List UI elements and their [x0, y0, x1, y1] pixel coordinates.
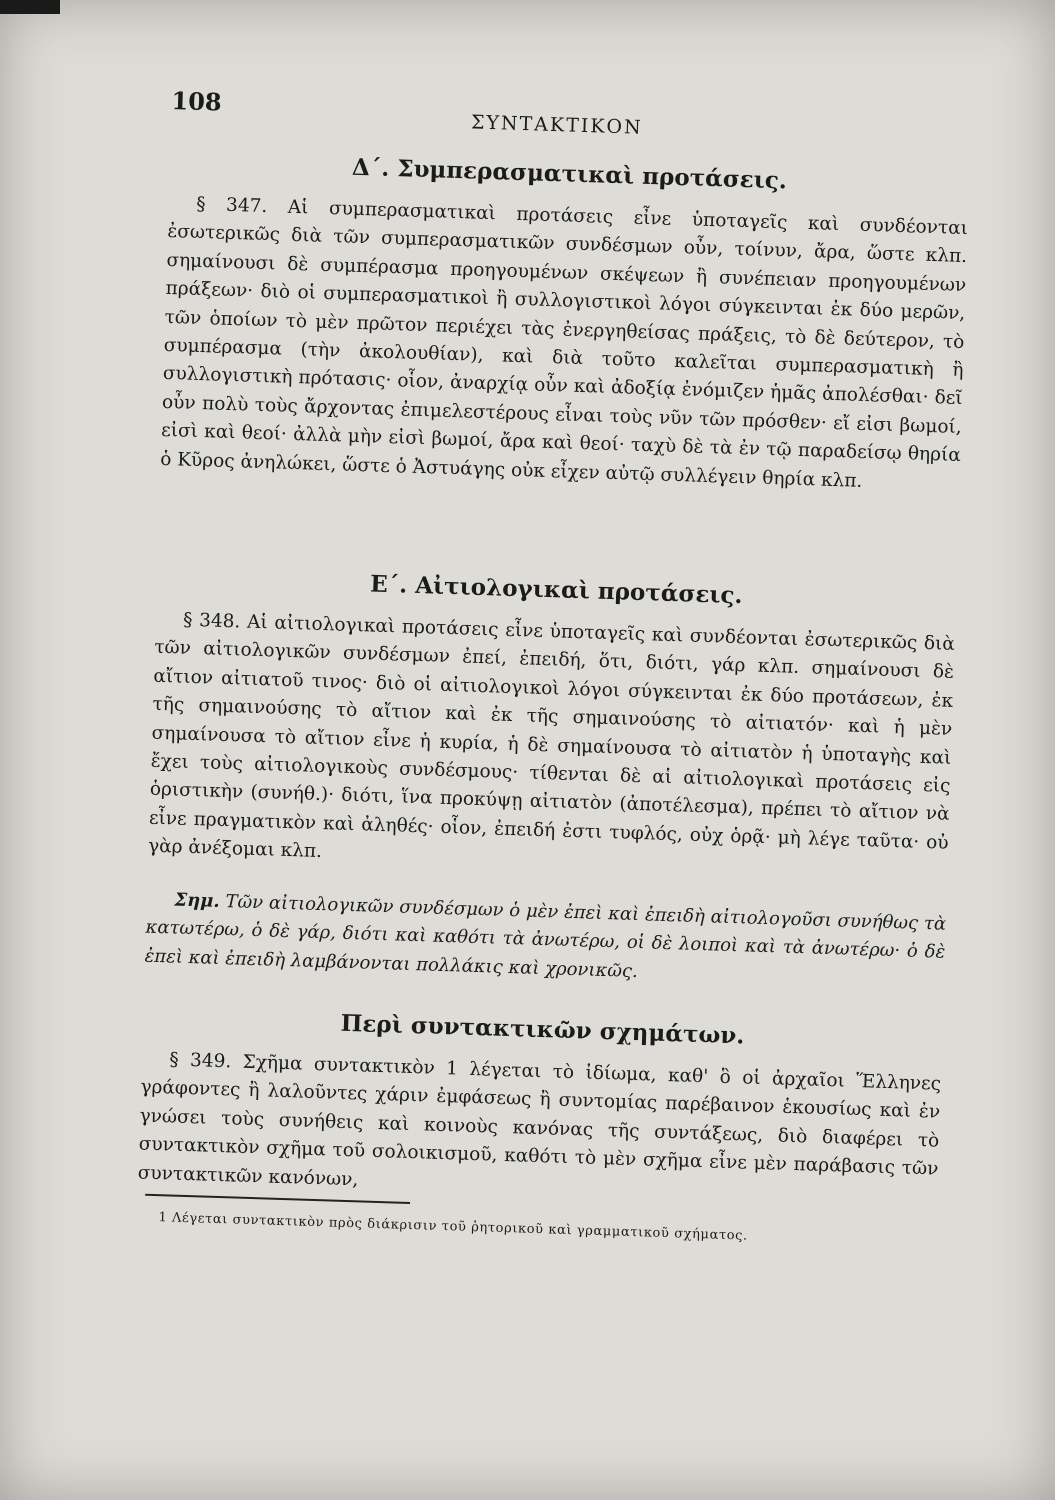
paragraph-348: § 348. Αἱ αἰτιολογικαὶ προτάσεις εἶνε ὑποταγεῖς καὶ συνδέονται ἐσωτερικῶς διὰ τῶν αἰτιολογικῶν συνδέσμων ἐπεί, ἐπειδή, ὅτι, διότι, γάρ κλπ. σημαίνουσι δὲ αἴτιον αἰτιατοῦ τινος· διὸ οἱ αἰτιολογικοὶ λόγοι σύγκεινται ἐκ δύο προτάσεων, ἐκ τῆς σημαινούσης τὸ αἴτιον καὶ ἐκ τῆς σημαινούσης τὸ αἰτιατόν· καὶ ἡ μὲν σημαίνουσα τὸ αἴτιον εἶνε ἡ κυρία, ἡ δὲ σημαίνουσα τὸ αἰτιατὸν ἡ ὑποταγὴς καὶ ἔχει τοὺς αἰτιολογικοὺς συνδέσμους· τίθενται δὲ αἱ αἰτιολογικαὶ προτάσεις εἰς ὁριστικὴν (συνήθ.)· διότι, ἵνα προκύψῃ αἰτιατὸν (ἀποτέλεσμα), πρέπει τὸ αἴτιον νὰ εἶνε πραγματικὸν καὶ ἀληθές· οἷον, ἐπειδή ἐστι τυφλός, οὐχ ὁρᾷ· μὴ λέγε ταῦτα· οὐ γὰρ ἀνέξομαι κλπ.	[147, 609, 956, 863]
note-text: Τῶν αἰτιολογικῶν συνδέσμων ὁ μὲν ἐπεὶ καὶ ἐπειδὴ αἰτιολογοῦσι συνήθως τὰ κατωτέρω, ὁ δὲ γάρ, διότι καὶ καθότι τὰ ἀνωτέρω, οἱ δὲ λοιποὶ καὶ τὰ ἀνωτέρω· ὁ δὲ ἐπεὶ καὶ ἐπειδὴ λαμβάνονται πολλάκις καὶ χρονικῶς.	[144, 891, 947, 982]
text-block	[137, 86, 972, 1244]
section-heading-causal-clauses: Ε΄. Αἰτιολογικαὶ προτάσεις.	[369, 570, 743, 610]
scan-corner-shadow	[0, 0, 60, 14]
note-348	[144, 886, 946, 996]
section-heading-syntactic-figures: Περὶ συντακτικῶν σχημάτων.	[340, 1009, 745, 1050]
paragraph-347: § 347. Αἱ συμπερασματικαὶ προτάσεις εἶνε ὑποταγεῖς καὶ συνδέονται ἐσωτερικῶς διὰ τῶν συμπερασματικῶν συνδέσμων οὖν, τοίνυν, ἄρα, ὥστε κλπ. σημαίνουσι δὲ συμπέρασμα προηγουμένων σκέψεων ἢ συνέπειαν προηγουμένων πράξεων· διὸ οἱ συμπερασματικοὶ ἢ συλλογιστικοὶ λόγοι σύγκεινται ἐκ δύο μερῶν, τῶν ὁποίων τὸ μὲν πρῶτον περιέχει τὰς ἐνεργηθείσας πράξεις, τὸ δὲ δεύτερον, τὸ συμπέρασμα (τὴν ἀκολουθίαν), καὶ διὰ τοῦτο καλεῖται συμπερασματικὴ ἢ συλλογιστικὴ πρότασις· οἷον, ἀναρχίᾳ οὖν καὶ ἀδοξίᾳ ἐνόμιζεν ἡμᾶς ἀπολέσθαι· δεῖ οὖν πολὺ τοὺς ἄρχοντας ἐπιμελεστέρους εἶναι τοὺς νῦν τῶν πρόσθεν· εἴ εἰσι βωμοί, εἰσὶ καὶ θεοί· ἀλλὰ μὴν εἰσὶ βωμοί, ἄρα καὶ θεοί· ταχὺ δὲ τὰ ἐν τῷ παραδείσῳ θηρία ὁ Κῦρος ἀνηλώκει, ὥστε ὁ Ἀστυάγης οὐκ εἶχεν αὐτῷ συλλέγειν θηρία κλπ.	[159, 193, 969, 492]
section-heading-conclusive-clauses: Δ΄. Συμπερασματικαὶ προτάσεις.	[351, 153, 788, 195]
page-number: 108	[171, 86, 223, 117]
paragraph-349: § 349. Σχῆμα συντακτικὸν 1 λέγεται τὸ ἰδίωμα, καθ' ὃ οἱ ἀρχαῖοι Ἕλληνες γράφοντες ἢ λαλοῦντες χάριν ἐμφάσεως ἢ συντομίας παρέβαινον ἑκουσίως καὶ ἐν γνώσει τοὺς συνήθεις καὶ κοινοὺς κανόνας τῆς συντάξεως, διὸ διαφέρει τὸ συντακτικὸν σχῆμα τοῦ σολοικισμοῦ, καθότι τὸ μὲν σχῆμα εἶνε μὲν παράβασις τῶν συντακτικῶν κανόνων,	[137, 1049, 942, 1191]
footnote: 1 Λέγεται συντακτικὸν πρὸς διάκρισιν τοῦ ῥητορικοῦ καὶ γραμματικοῦ σχήματος.	[158, 1210, 748, 1244]
note-label: Σημ.	[174, 889, 221, 912]
running-title: ΣΥΝΤΑΚΤΙΚΟΝ	[470, 111, 644, 139]
footnote-divider	[145, 1194, 410, 1204]
